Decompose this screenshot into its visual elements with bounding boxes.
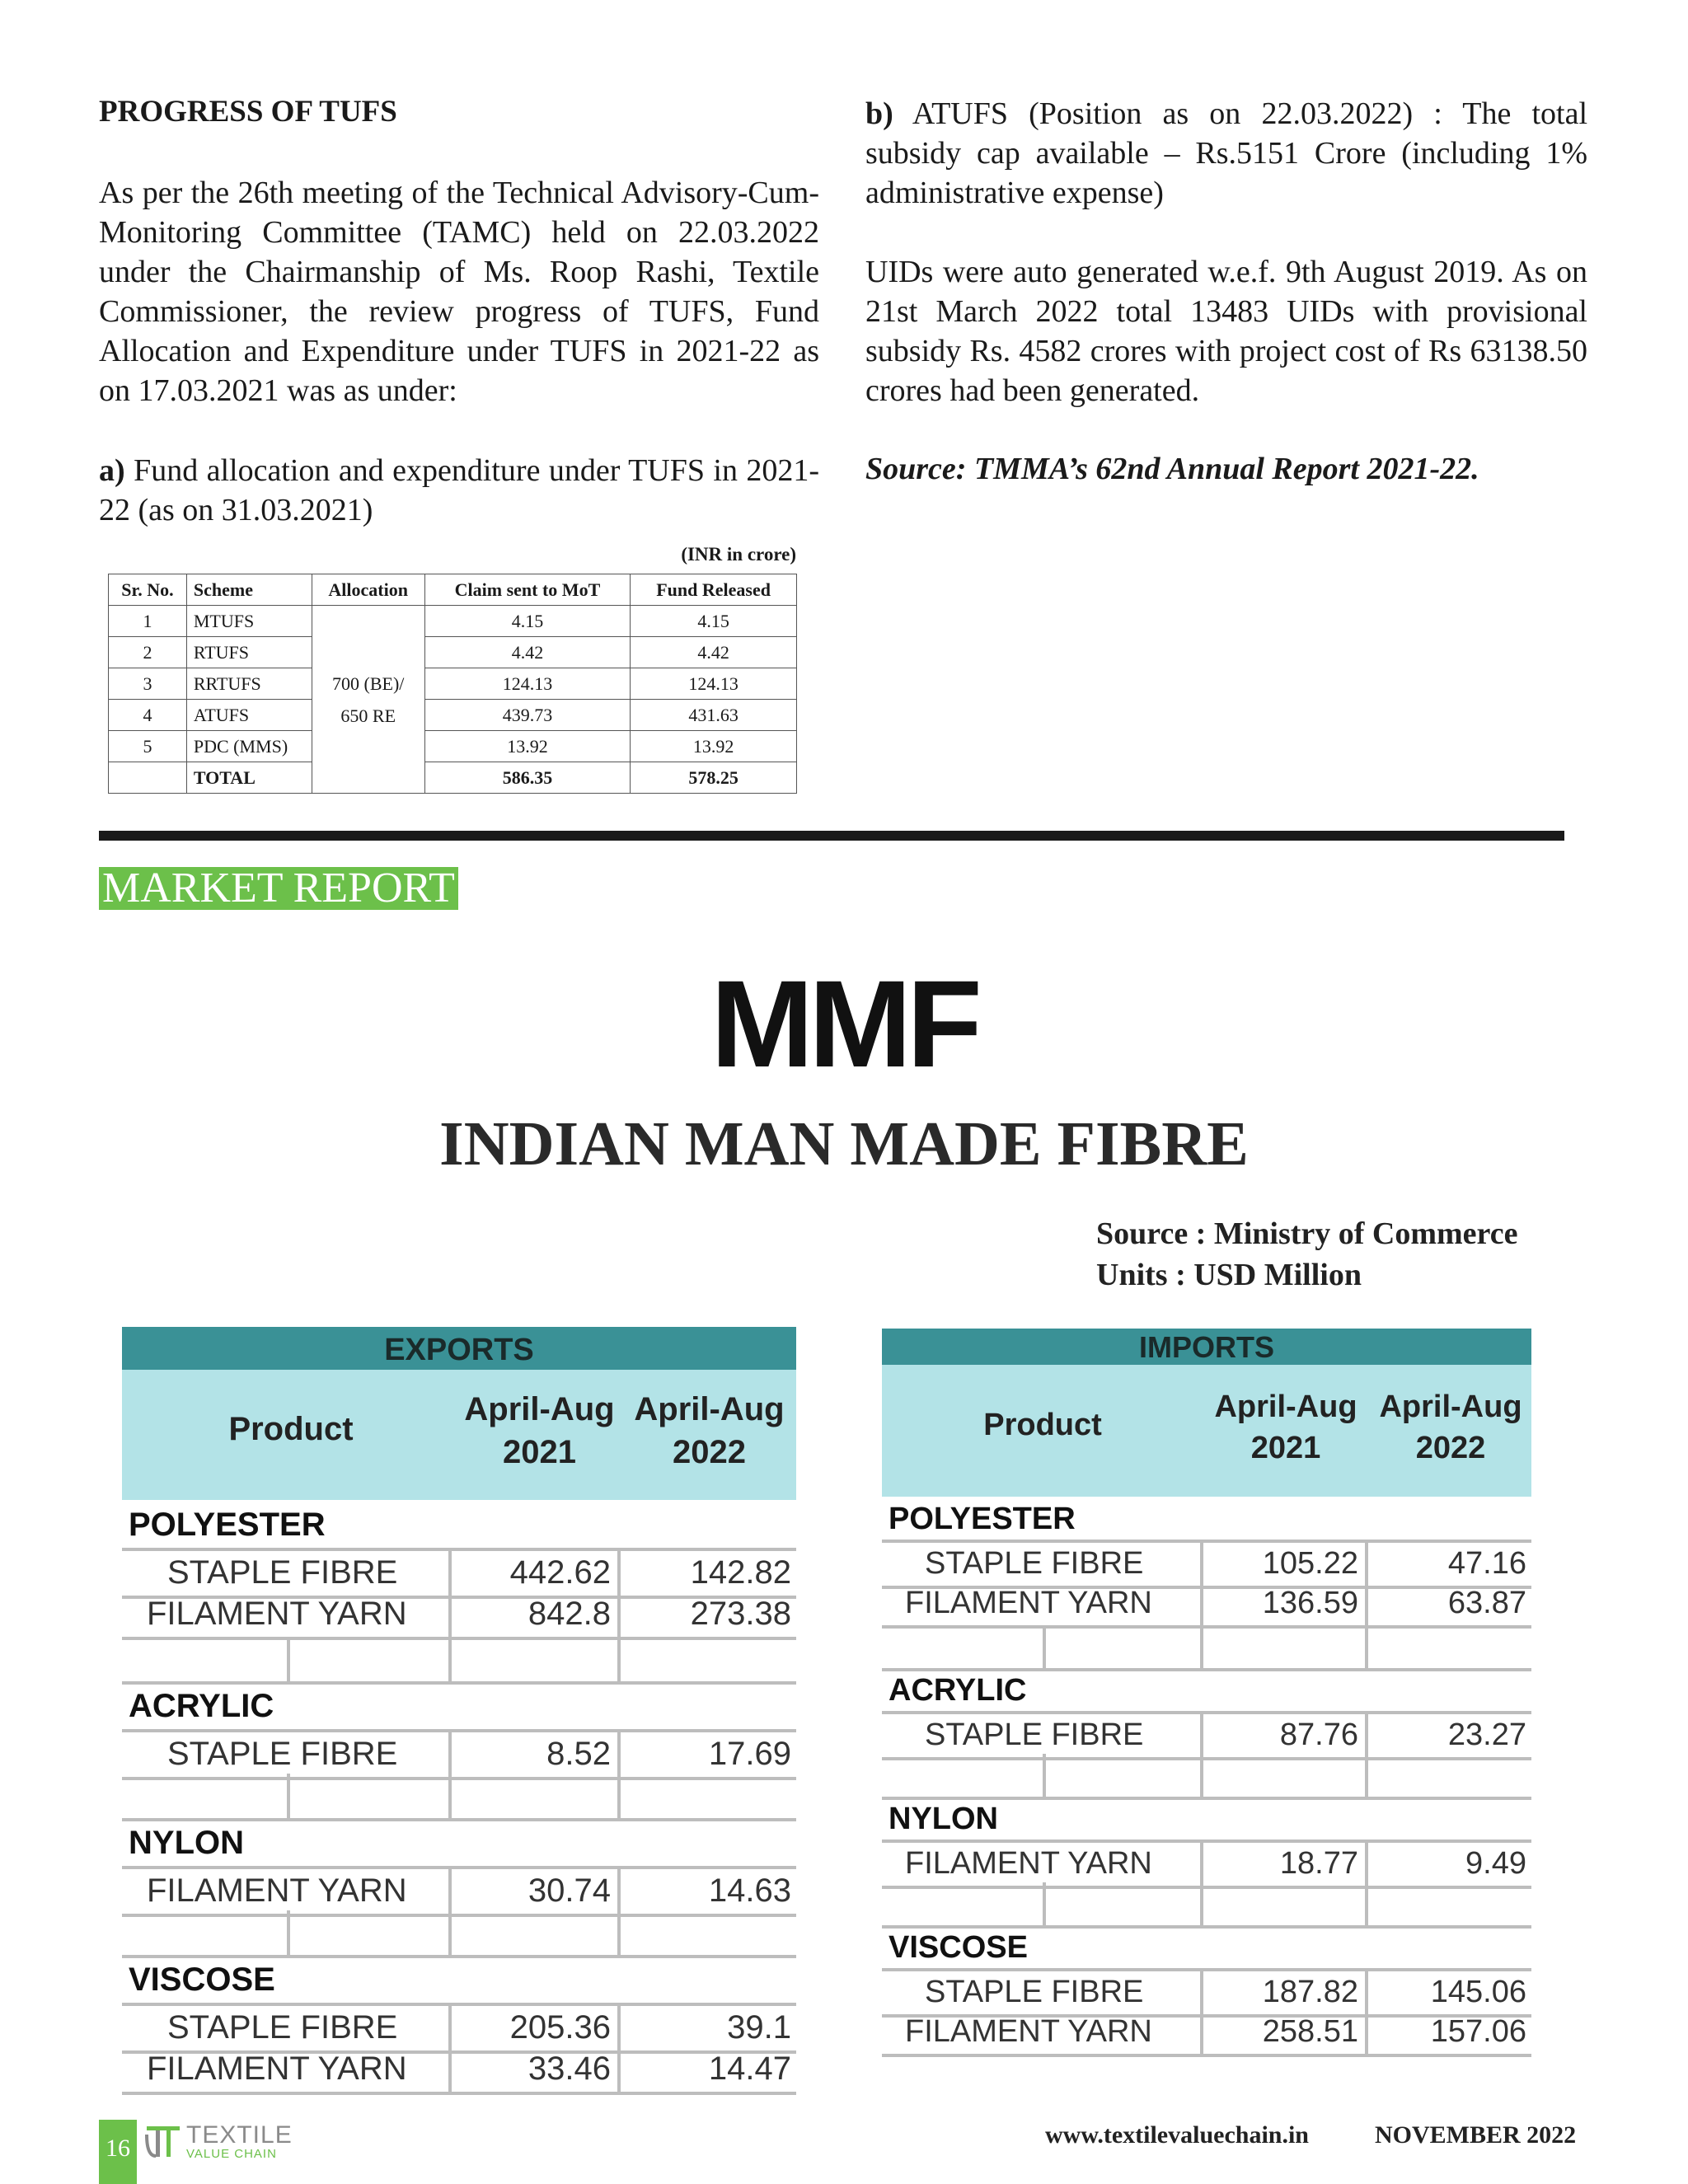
table-row xyxy=(122,2047,796,2095)
table-row xyxy=(109,731,797,762)
table-row-empty xyxy=(882,1882,1531,1929)
header-2021-line1: April-Aug xyxy=(1214,1390,1357,1424)
header-2021 xyxy=(455,1388,624,1474)
value-2022: 63.87 xyxy=(1447,1586,1526,1620)
table-row-empty xyxy=(122,1774,796,1821)
cell-divider xyxy=(287,1637,290,1681)
value-2021: 87.76 xyxy=(1279,1718,1358,1752)
table-row xyxy=(109,700,797,731)
table-row xyxy=(122,1866,796,1917)
value-2022: 273.38 xyxy=(690,1596,791,1632)
product-name: FILAMENT YARN xyxy=(905,1846,1152,1881)
cell-2021 xyxy=(1203,1625,1368,1668)
table-row xyxy=(109,606,797,637)
exports-header xyxy=(122,1370,796,1500)
section-divider xyxy=(99,831,1564,841)
cell-product xyxy=(882,1843,1203,1886)
header-scheme: Scheme xyxy=(186,574,312,606)
cell-product xyxy=(882,2011,1203,2054)
table-row xyxy=(882,2011,1531,2057)
allocation-line-1: 700 (BE)/ xyxy=(332,673,405,694)
cell-product xyxy=(122,1637,452,1681)
header-2022 xyxy=(1368,1386,1533,1469)
header-product: Product xyxy=(983,1408,1102,1442)
value-2022: 17.69 xyxy=(708,1736,791,1772)
table-row xyxy=(109,668,797,700)
product-name: FILAMENT YARN xyxy=(147,2050,407,2087)
cell-2022 xyxy=(621,1592,796,1637)
cell-total-claim: 586.35 xyxy=(424,762,631,794)
cell-2022 xyxy=(621,2047,796,2092)
table-row xyxy=(122,1548,796,1599)
cell-2022 xyxy=(1368,1882,1531,1925)
cell-claim: 13.92 xyxy=(424,731,631,762)
cell-claim: 4.42 xyxy=(424,637,631,668)
imports-header xyxy=(882,1365,1531,1497)
cell-divider xyxy=(287,1774,290,1818)
value-2021: 18.77 xyxy=(1279,1846,1358,1881)
item-b-text: ATUFS (Position as on 22.03.2022) : The total subsidy cap available – Rs.5151 Crore (including 1% administrative expense) xyxy=(865,96,1587,210)
header-2022-line1: April-Aug xyxy=(634,1391,785,1427)
cell-divider xyxy=(1043,1754,1046,1797)
cell-2022 xyxy=(621,1774,796,1818)
tufs-fund-table xyxy=(108,574,797,794)
header-2021 xyxy=(1203,1386,1368,1469)
product-name: STAPLE FIBRE xyxy=(167,2009,398,2046)
cell-allocation xyxy=(312,606,424,794)
exports-title: EXPORTS xyxy=(122,1327,796,1370)
cell-product xyxy=(122,1869,452,1914)
cell-2021 xyxy=(1203,1754,1368,1797)
category-heading: ACRYLIC xyxy=(129,1688,274,1724)
cell-product xyxy=(122,1592,452,1637)
header-allocation: Allocation xyxy=(312,574,424,606)
table-row-empty xyxy=(122,1910,796,1958)
product-name: STAPLE FIBRE xyxy=(925,1718,1144,1752)
cell-2021 xyxy=(1203,1582,1368,1625)
cell-sr: 1 xyxy=(109,606,187,637)
fund-allocation-paragraph xyxy=(99,451,819,530)
section-heading-progress-of-tufs: PROGRESS OF TUFS xyxy=(99,95,397,129)
cell-2021 xyxy=(452,1732,621,1777)
value-2022: 14.63 xyxy=(708,1872,791,1909)
cell-2022 xyxy=(1368,1625,1531,1668)
cell-released: 13.92 xyxy=(631,731,797,762)
cell-sr: 5 xyxy=(109,731,187,762)
logo-line-1: TEXTILE xyxy=(186,2121,293,2149)
value-2021: 8.52 xyxy=(546,1736,611,1772)
cell-sr-empty xyxy=(109,762,187,794)
item-b-label: b) xyxy=(865,96,893,131)
table-row xyxy=(122,2003,796,2054)
cell-divider xyxy=(1043,1882,1046,1925)
cell-released: 431.63 xyxy=(631,700,797,731)
value-2021: 136.59 xyxy=(1262,1586,1358,1620)
cell-2022 xyxy=(621,1732,796,1777)
cell-2022 xyxy=(1368,1843,1531,1886)
page-number: 16 xyxy=(106,2135,130,2162)
exports-table xyxy=(122,1327,796,2085)
cell-product xyxy=(882,1582,1203,1625)
cell-2021 xyxy=(452,1637,621,1681)
value-2022: 145.06 xyxy=(1430,1975,1526,2009)
cell-2021 xyxy=(1203,1971,1368,2014)
table-unit-note: (INR in crore) xyxy=(681,544,796,565)
allocation-line-2: 650 RE xyxy=(340,705,396,726)
table-row xyxy=(122,1729,796,1780)
cell-2021 xyxy=(452,1869,621,1914)
cell-product xyxy=(122,1551,452,1596)
table-row xyxy=(882,1840,1531,1889)
cell-product xyxy=(122,2006,452,2050)
cell-2021 xyxy=(1203,1843,1368,1886)
cell-2022 xyxy=(1368,1582,1531,1625)
cell-product xyxy=(882,1754,1203,1797)
footer-website: www.textilevaluechain.in xyxy=(1045,2121,1309,2149)
cell-2022 xyxy=(621,2006,796,2050)
logo-line-2: VALUE CHAIN xyxy=(186,2147,277,2161)
value-2021: 187.82 xyxy=(1262,1975,1358,2009)
cell-2022 xyxy=(621,1551,796,1596)
cell-2021 xyxy=(452,1551,621,1596)
value-2022: 23.27 xyxy=(1447,1718,1526,1752)
cell-2022 xyxy=(1368,2011,1531,2054)
cell-scheme: RTUFS xyxy=(186,637,312,668)
market-units-line: Units : USD Million xyxy=(1096,1258,1362,1292)
product-name: STAPLE FIBRE xyxy=(167,1736,398,1772)
cell-2021 xyxy=(452,2047,621,2092)
market-subtitle: INDIAN MAN MADE FIBRE xyxy=(439,1109,1249,1179)
cell-total-label: TOTAL xyxy=(186,762,312,794)
textile-value-chain-logo xyxy=(145,2123,181,2161)
cell-product xyxy=(882,1625,1203,1668)
cell-2021 xyxy=(1203,1882,1368,1925)
cell-2022 xyxy=(1368,1754,1531,1797)
cell-released: 124.13 xyxy=(631,668,797,700)
cell-claim: 4.15 xyxy=(424,606,631,637)
category-heading: POLYESTER xyxy=(129,1507,326,1543)
header-2022-line2: 2022 xyxy=(673,1434,746,1470)
product-name: FILAMENT YARN xyxy=(147,1872,407,1909)
value-2021: 258.51 xyxy=(1262,2014,1358,2049)
cell-claim: 124.13 xyxy=(424,668,631,700)
market-source-block xyxy=(1096,1213,1517,1296)
cell-claim: 439.73 xyxy=(424,700,631,731)
cell-2021 xyxy=(1203,1714,1368,1757)
cell-2021 xyxy=(1203,2011,1368,2054)
table-header-row xyxy=(109,574,797,606)
value-2021: 33.46 xyxy=(528,2050,611,2087)
cell-divider xyxy=(287,1910,290,1955)
cell-2022 xyxy=(621,1910,796,1955)
table-row-empty xyxy=(122,1637,796,1685)
header-fund-released: Fund Released xyxy=(631,574,797,606)
header-2022-line1: April-Aug xyxy=(1379,1390,1522,1424)
source-note: Source: TMMA’s 62nd Annual Report 2021-22. xyxy=(865,452,1479,486)
category-heading: NYLON xyxy=(129,1825,244,1861)
header-sr-no: Sr. No. xyxy=(109,574,187,606)
logo-text xyxy=(186,2123,293,2161)
cell-released: 4.15 xyxy=(631,606,797,637)
table-row-empty xyxy=(882,1625,1531,1671)
category-heading: VISCOSE xyxy=(129,1961,275,1998)
header-product: Product xyxy=(228,1411,354,1447)
product-name: STAPLE FIBRE xyxy=(925,1546,1144,1581)
cell-2021 xyxy=(452,1592,621,1637)
table-row xyxy=(882,1968,1531,2018)
tufs-intro-paragraph: As per the 26th meeting of the Technical Advisory-Cum-Monitoring Committee (TAMC) held on 22.03.2022 under the Chairmanship of Ms. Roop Rashi, Textile Commissioner, the review progress of TUFS, Fund Allocation and Expenditure under TUFS in 2021-22 as on 17.03.2021 was as under: xyxy=(99,176,819,408)
cell-2022 xyxy=(621,1637,796,1681)
market-source-line: Source : Ministry of Commerce xyxy=(1096,1216,1518,1251)
table-row-empty xyxy=(882,1754,1531,1800)
cell-sr: 3 xyxy=(109,668,187,700)
cell-product xyxy=(122,2047,452,2092)
item-a-text: Fund allocation and expenditure under TUFS in 2021-22 (as on 31.03.2021) xyxy=(99,453,820,527)
imports-table xyxy=(882,1329,1531,2062)
table-row xyxy=(882,1582,1531,1629)
value-2021: 205.36 xyxy=(509,2009,611,2046)
category-heading: NYLON xyxy=(889,1802,998,1836)
atufs-paragraph xyxy=(865,94,1587,213)
table-row xyxy=(109,637,797,668)
footer-issue: NOVEMBER 2022 xyxy=(1375,2121,1577,2149)
value-2022: 9.49 xyxy=(1465,1846,1526,1881)
mmf-title: MMF xyxy=(710,954,978,1093)
table-row xyxy=(882,1540,1531,1589)
cell-scheme: RRTUFS xyxy=(186,668,312,700)
cell-product xyxy=(122,1732,452,1777)
cell-2022 xyxy=(1368,1971,1531,2014)
header-2021-line1: April-Aug xyxy=(464,1391,615,1427)
cell-sr: 4 xyxy=(109,700,187,731)
cell-product xyxy=(882,1543,1203,1586)
value-2021: 442.62 xyxy=(509,1554,611,1591)
cell-total-released: 578.25 xyxy=(631,762,797,794)
cell-divider xyxy=(1043,1625,1046,1668)
header-2021-line2: 2021 xyxy=(503,1434,576,1470)
page-number-tab xyxy=(99,2120,137,2184)
cell-scheme: ATUFS xyxy=(186,700,312,731)
value-2022: 14.47 xyxy=(708,2050,791,2087)
cell-product xyxy=(882,1714,1203,1757)
product-name: STAPLE FIBRE xyxy=(925,1975,1144,2009)
table-row xyxy=(122,1592,796,1640)
product-name: STAPLE FIBRE xyxy=(167,1554,398,1591)
cell-product xyxy=(882,1971,1203,2014)
product-name: FILAMENT YARN xyxy=(905,2014,1152,2049)
header-claim: Claim sent to MoT xyxy=(424,574,631,606)
logo-mark-icon xyxy=(145,2123,181,2161)
header-2022-line2: 2022 xyxy=(1415,1431,1486,1465)
cell-2021 xyxy=(1203,1543,1368,1586)
cell-2022 xyxy=(1368,1714,1531,1757)
cell-2021 xyxy=(452,2006,621,2050)
product-name: FILAMENT YARN xyxy=(147,1596,407,1632)
cell-product xyxy=(882,1882,1203,1925)
market-report-label: MARKET REPORT xyxy=(99,867,458,910)
product-name: FILAMENT YARN xyxy=(905,1586,1152,1620)
category-heading: POLYESTER xyxy=(889,1502,1076,1536)
cell-released: 4.42 xyxy=(631,637,797,668)
cell-2022 xyxy=(621,1869,796,1914)
cell-product xyxy=(122,1910,452,1955)
category-heading: VISCOSE xyxy=(889,1930,1028,1965)
uids-paragraph: UIDs were auto generated w.e.f. 9th August 2019. As on 21st March 2022 total 13483 UIDs with provisional subsidy Rs. 4582 crores with project cost of Rs 63138.50 crores had been generated. xyxy=(865,255,1587,408)
category-heading: ACRYLIC xyxy=(889,1673,1027,1708)
cell-scheme: MTUFS xyxy=(186,606,312,637)
cell-2021 xyxy=(452,1910,621,1955)
cell-2021 xyxy=(452,1774,621,1818)
value-2022: 39.1 xyxy=(727,2009,791,2046)
imports-title: IMPORTS xyxy=(882,1329,1531,1365)
value-2021: 842.8 xyxy=(528,1596,611,1632)
table-total-row xyxy=(109,762,797,794)
value-2021: 30.74 xyxy=(528,1872,611,1909)
header-2021-line2: 2021 xyxy=(1250,1431,1321,1465)
value-2022: 47.16 xyxy=(1447,1546,1526,1581)
cell-product xyxy=(122,1774,452,1818)
header-2022 xyxy=(625,1388,794,1474)
value-2022: 142.82 xyxy=(690,1554,791,1591)
table-row xyxy=(882,1711,1531,1760)
cell-sr: 2 xyxy=(109,637,187,668)
item-a-label: a) xyxy=(99,453,125,488)
cell-scheme: PDC (MMS) xyxy=(186,731,312,762)
value-2022: 157.06 xyxy=(1430,2014,1526,2049)
value-2021: 105.22 xyxy=(1262,1546,1358,1581)
cell-2022 xyxy=(1368,1543,1531,1586)
